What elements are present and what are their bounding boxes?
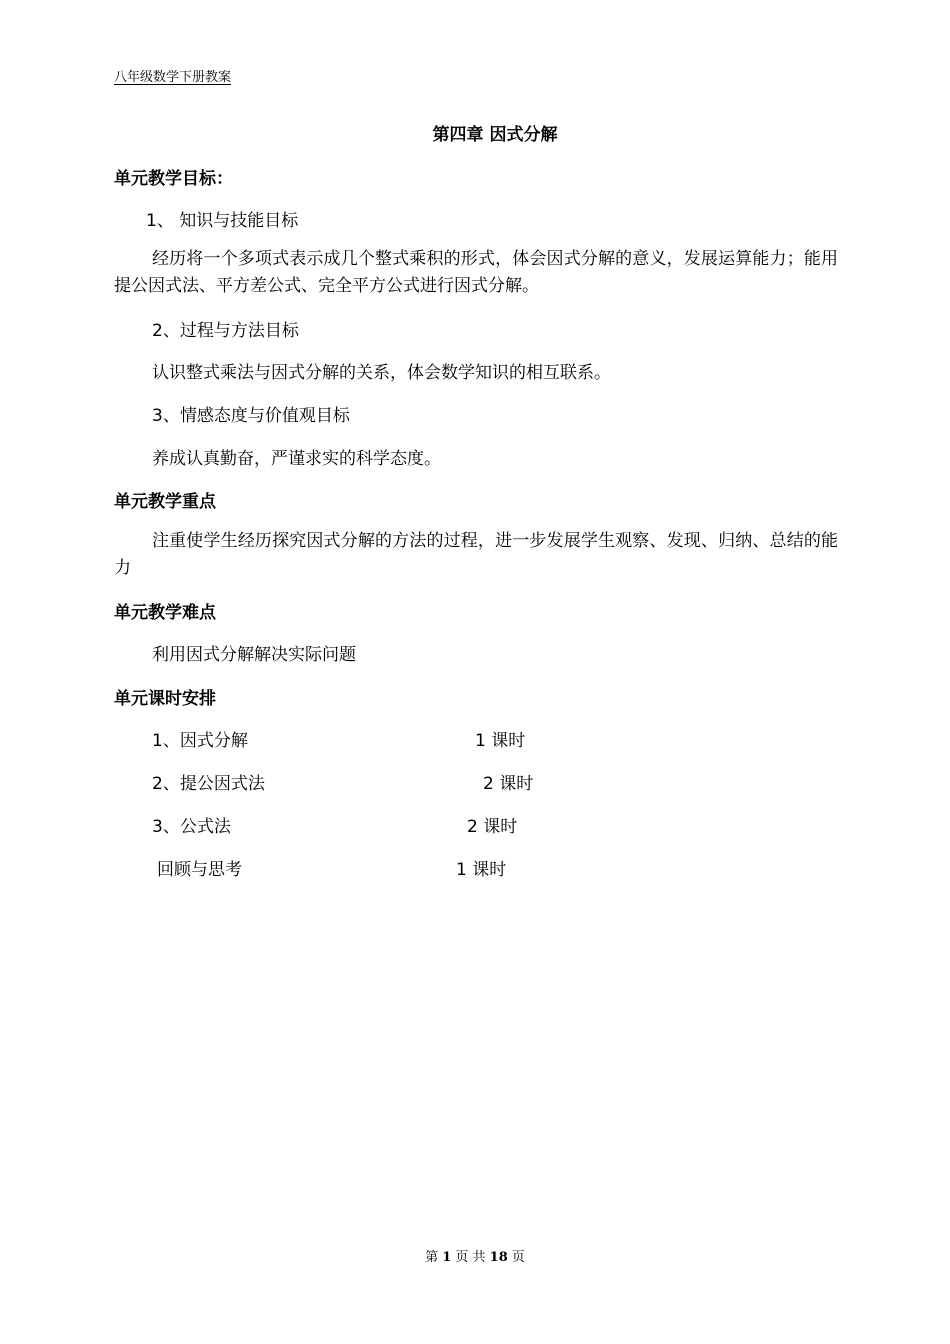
footer-middle: 页 共 [451,1250,490,1265]
objective-1-heading [146,206,298,231]
schedule-heading: 单元课时安排 [114,689,216,709]
objective-1-body: 经历将一个多项式表示成几个整式乘积的形式，体会因式分解的意义，发展运算能力；能用提公因式法、平方差公式、完全平方公式进行因式分解。 [114,249,838,296]
schedule-item-hours [483,769,533,794]
objective-3-body: 养成认真勤奋，严谨求实的科学态度。 [152,449,441,469]
schedule-item-number: 1 [152,731,163,751]
schedule-item-label [152,812,231,837]
schedule-row [0,726,950,750]
footer-suffix: 页 [507,1250,525,1265]
schedule-item-number: 2 [152,774,163,794]
objective-3-heading [152,401,350,426]
schedule-item-hours [456,855,506,880]
objective-1-label: 知识与技能目标 [179,211,299,231]
objective-1-number: 1、 [146,211,174,231]
schedule-hours-unit: 课时 [477,817,518,837]
objectives-heading: 单元教学目标： [114,169,233,189]
schedule-item-text: 、提公因式法 [162,774,265,794]
schedule-item-label [152,769,265,794]
chapter-title: 第四章 因式分解 [432,125,558,145]
schedule-hours-unit: 课时 [485,731,526,751]
difficulties-heading: 单元教学难点 [114,603,216,623]
schedule-item-label [157,855,242,880]
schedule-item-hours [475,726,525,751]
objective-2-label: 、过程与方法目标 [162,321,299,341]
schedule-item-text: 、公式法 [162,817,231,837]
objective-2-number: 2 [152,321,163,341]
footer-page-number: 1 [442,1250,452,1265]
schedule-row [0,855,950,879]
objective-3-label: 、情感态度与价值观目标 [162,406,350,426]
objective-3-number: 3 [152,406,163,426]
page-footer [0,1246,950,1265]
schedule-hours-number: 1 [475,731,486,751]
schedule-hours-number: 1 [456,860,467,880]
schedule-hours-number: 2 [467,817,478,837]
key-points-body: 注重使学生经历探究因式分解的方法的过程，进一步发展学生观察、发现、归纳、总结的能力 [114,531,838,578]
schedule-item-number: 3 [152,817,163,837]
objective-2-heading [152,316,299,341]
schedule-row [0,812,950,836]
schedule-hours-unit: 课时 [493,774,534,794]
key-points-heading: 单元教学重点 [114,492,216,512]
footer-prefix: 第 [425,1250,443,1265]
document-header: 八年级数学下册教案 [114,70,232,85]
schedule-item-label [152,726,248,751]
schedule-item-text: 回顾与思考 [157,860,242,880]
objective-2-body: 认识整式乘法与因式分解的关系，体会数学知识的相互联系。 [152,363,611,383]
schedule-item-hours [467,812,517,837]
schedule-hours-unit: 课时 [466,860,507,880]
footer-total-pages: 18 [489,1250,508,1265]
difficulties-body: 利用因式分解解决实际问题 [152,645,356,665]
schedule-item-text: 、因式分解 [162,731,248,751]
schedule-hours-number: 2 [483,774,494,794]
schedule-row [0,769,950,793]
